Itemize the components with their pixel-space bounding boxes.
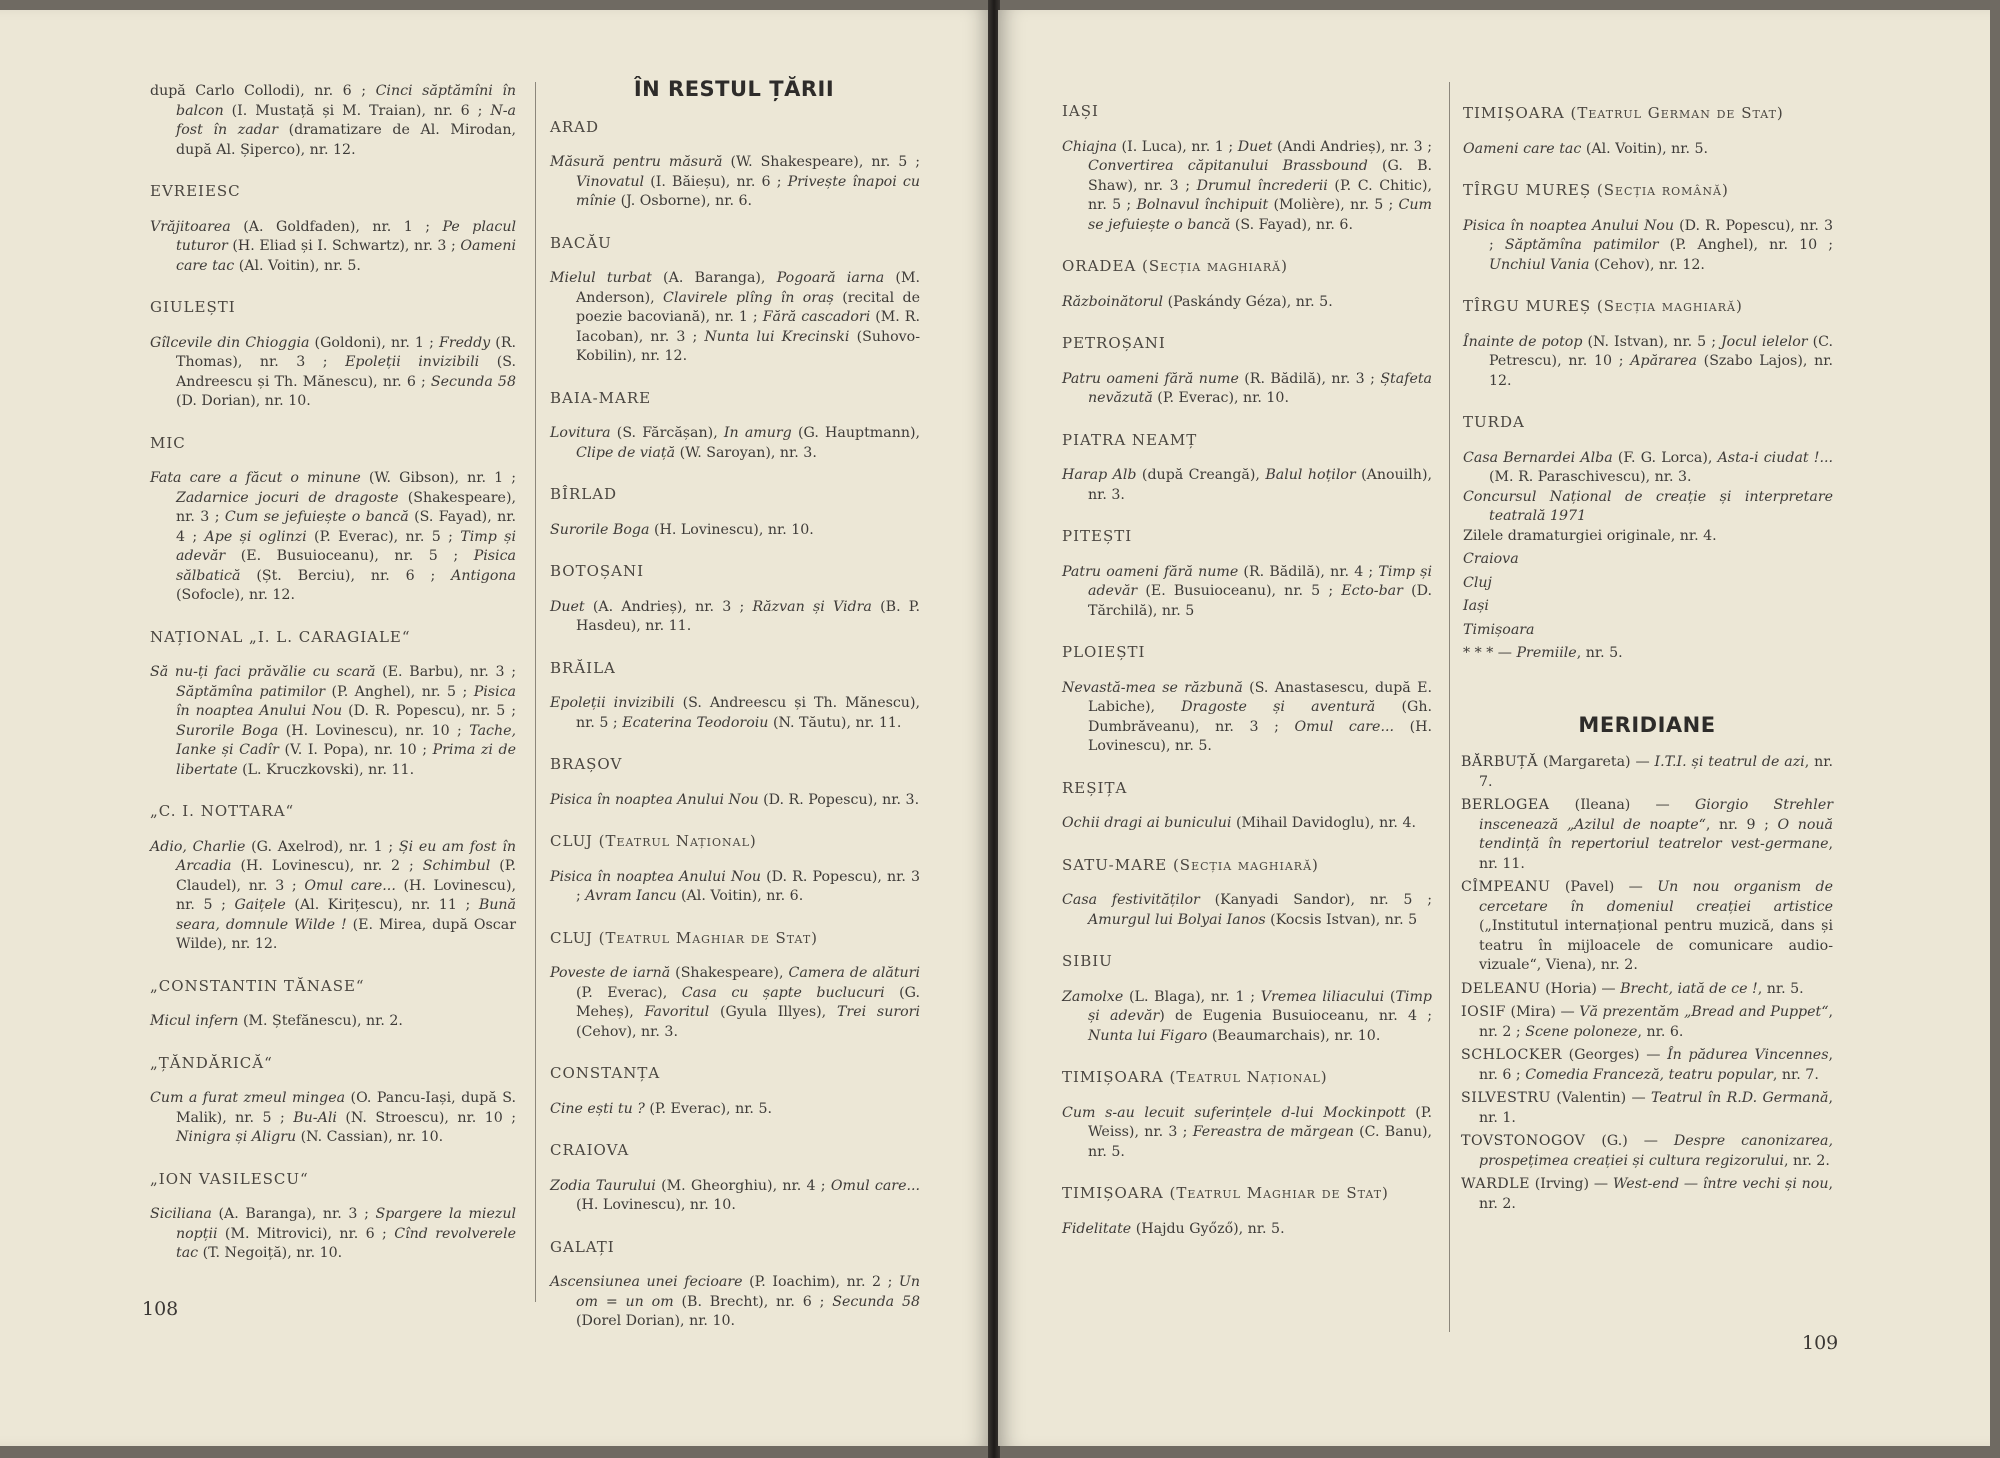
- theatre-heading: PLOIEȘTI: [1062, 643, 1146, 661]
- theatre-heading: PIATRA NEAMȚ: [1062, 430, 1198, 449]
- author-name: CÎMPEANU: [1461, 879, 1551, 895]
- repertoire-entry: Micul infern (M. Ștefănescu), nr. 2.: [150, 1013, 403, 1029]
- theatre-heading: ARAD: [550, 117, 599, 136]
- author-name: IOSIF: [1461, 1004, 1506, 1020]
- repertoire-entry: Cum s-au lecuit suferințele d-lui Mockinpott (P. Weiss), nr. 3 ; Fereastra de mărgean (C. Banu), nr. 5.: [1062, 1104, 1433, 1160]
- page-number-left: 108: [142, 1298, 179, 1320]
- author-name: TOVSTONOGOV: [1461, 1133, 1586, 1149]
- theatre-heading: CRAIOVA: [550, 1141, 630, 1159]
- theatre-heading: IAȘI: [1062, 102, 1099, 120]
- theatre-heading: TIMIȘOARA (Teatrul Maghiar de Stat): [1062, 1184, 1389, 1202]
- author-name: SILVESTRU: [1461, 1090, 1551, 1106]
- right-page-column-2: [1461, 104, 1833, 1218]
- repertoire-entry: Casa Bernardei Alba (F. G. Lorca), Asta-i ciudat !... (M. R. Paraschivescu), nr. 3.: [1463, 449, 1833, 485]
- meridiane-entry: [1461, 878, 1833, 976]
- repertoire-entry: Fata care a făcut o minune (W. Gibson), nr. 1 ; Zadarnice jocuri de dragoste (Shakespeare), nr. 3 ; Cum se jefuiește o bancă (S. Fayad), nr. 4 ; Ape și oglinzi (P. Everac), nr. 5 ; Timp și adevăr (E. Busuioceanu), nr. 5 ; Pisica sălbatică (Șt. Berciu), nr. 6 ; Antigona (Sofocle), nr. 12.: [150, 470, 516, 603]
- repertoire-entry: Mielul turbat (A. Baranga), Pogoară iarna (M. Anderson), Clavirele plîng în oraș (recital de poezie bacoviană), nr. 1 ; Fără cascadori (M. R. Iacoban), nr. 3 ; Nunta lui Krecinski (Suhovo-Kobilin), nr. 12.: [550, 270, 920, 364]
- repertoire-entry: Înainte de potop (N. Istvan), nr. 5 ; Jocul ielelor (C. Petrescu), nr. 10 ; Apărarea (Szabo Lajos), nr. 12.: [1463, 333, 1834, 389]
- repertoire-entry: Să nu-ți faci prăvălie cu scară (E. Barbu), nr. 3 ; Săptămîna patimilor (P. Anghel), nr. 5 ; Pisica în noaptea Anului Nou (D. R. Popescu), nr. 5 ; Surorile Boga (H. Lovinescu), nr. 10 ; Tache, Ianke și Cadîr (V. I. Popa), nr. 10 ; Prima zi de libertate (L. Kruczkovski), nr. 11.: [150, 664, 517, 778]
- theatre-heading: BOTOȘANI: [550, 562, 645, 580]
- theatre-heading: PITEȘTI: [1062, 527, 1133, 545]
- theatre-heading: CLUJ (Teatrul Maghiar de Stat): [550, 928, 819, 947]
- meridiane-entry: [1461, 796, 1833, 874]
- repertoire-entry: după Carlo Collodi), nr. 6 ; Cinci săptămîni în balcon (I. Mustață și M. Traian), nr. 6 ; N-a fost în zadar (dramatizare de Al. Mirodan, după Al. Șiperco), nr. 12.: [150, 83, 516, 158]
- meridiane-entry-text: (Irving) — West-end — între vechi și nou, nr. 2.: [1479, 1176, 1833, 1212]
- theatre-heading: TIMIȘOARA (Teatrul German de Stat): [1463, 104, 1784, 122]
- meridiane-entry-text: (Ileana) — Giorgio Strehler inscenează „Azilul de noapte“, nr. 9 ; O nouă tendință în repertoriul teatrelor vest-germane, nr. 11.: [1479, 797, 1833, 872]
- repertoire-entry: Oameni care tac (Al. Voitin), nr. 5.: [1463, 140, 1709, 157]
- repertoire-entry: Lovitura (S. Fărcășan), In amurg (G. Hauptmann), Clipe de viață (W. Saroyan), nr. 3.: [550, 425, 921, 461]
- meridiane-entry: [1461, 1046, 1833, 1085]
- text-line: Zilele dramaturgiei originale, nr. 4.: [1463, 527, 1717, 544]
- author-name: BERLOGEA: [1461, 797, 1550, 813]
- repertoire-entry: Chiajna (I. Luca), nr. 1 ; Duet (Andi Andrieș), nr. 3 ; Convertirea căpitanului Brassbound (G. B. Shaw), nr. 3 ; Drumul încrederii (P. C. Chitic), nr. 5 ; Bolnavul închipuit (Molière), nr. 5 ; Cum se jefuiește o bancă (S. Fayad), nr. 6.: [1062, 138, 1432, 233]
- theatre-heading: CONSTANȚA: [550, 1064, 661, 1082]
- repertoire-entry: Măsură pentru măsură (W. Shakespeare), nr. 5 ; Vinovatul (I. Băieșu), nr. 6 ; Privește înapoi cu mînie (J. Osborne), nr. 6.: [550, 154, 920, 209]
- repertoire-entry: Războinătorul (Paskándy Géza), nr. 5.: [1062, 293, 1333, 310]
- section-title-in-restul-tarii: ÎN RESTUL ȚĂRII: [633, 77, 835, 101]
- theatre-heading: SATU-MARE (Secția maghiară): [1062, 855, 1319, 874]
- column-divider: [1449, 82, 1450, 1332]
- repertoire-entry: Pisica în noaptea Anului Nou (D. R. Popescu), nr. 3 ; Avram Iancu (Al. Voitin), nr. 6.: [550, 868, 920, 904]
- theatre-heading: BACĂU: [550, 233, 612, 252]
- repertoire-entry: Patru oameni fără nume (R. Bădilă), nr. 3 ; Ștafeta nevăzută (P. Everac), nr. 10.: [1062, 370, 1432, 406]
- repertoire-entry: Epoleții invizibili (S. Andreescu și Th. Mănescu), nr. 5 ; Ecaterina Teodoroiu (N. Tăutu), nr. 11.: [550, 695, 920, 731]
- theatre-heading: TURDA: [1463, 413, 1525, 431]
- meridiane-entry: [1461, 1175, 1833, 1214]
- text-line: Craiova: [1463, 551, 1519, 567]
- meridiane-entry-text: (Valentin) — Teatrul în R.D. Germană, nr. 1.: [1479, 1090, 1833, 1126]
- repertoire-entry: Fidelitate (Hajdu Győző), nr. 5.: [1062, 1220, 1285, 1237]
- right-page: [998, 10, 1990, 1446]
- meridiane-entry-text: (Margareta) — I.T.I. și teatrul de azi, nr. 7.: [1479, 754, 1834, 790]
- theatre-heading: GIULEȘTI: [150, 298, 236, 316]
- meridiane-entry-text: (Horia) — Brecht, iată de ce !, nr. 5.: [1540, 980, 1804, 997]
- meridiane-entry: [1461, 980, 1833, 1000]
- repertoire-entry: Poveste de iarnă (Shakespeare), Camera de alături (P. Everac), Casa cu șapte buclucuri (G. Meheș), Favoritul (Gyula Illyes), Trei surori (Cehov), nr. 3.: [550, 965, 920, 1040]
- theatre-heading: GALAȚI: [550, 1237, 615, 1256]
- theatre-heading: BAIA-MARE: [550, 388, 652, 407]
- left-page: [0, 10, 990, 1446]
- theatre-heading: SIBIU: [1062, 952, 1113, 970]
- theatre-heading: „ȚĂNDĂRICĂ“: [150, 1053, 273, 1072]
- left-page-column-1: [148, 82, 516, 1264]
- repertoire-entry: Nevastă-mea se răzbună (S. Anastasescu, după E. Labiche), Dragoste și aventură (Gh. Dumbrăveanu), nr. 3 ; Omul care... (H. Lovinescu), nr. 5.: [1062, 679, 1432, 754]
- theatre-heading: MIC: [150, 433, 186, 452]
- meridiane-entry: [1461, 1132, 1833, 1171]
- text-line: Timișoara: [1463, 621, 1535, 638]
- repertoire-entry: Cine ești tu ? (P. Everac), nr. 5.: [550, 1100, 772, 1117]
- theatre-heading: EVREIESC: [150, 182, 241, 200]
- theatre-heading: „ION VASILESCU“: [150, 1169, 309, 1188]
- text-line: * * * — Premiile, nr. 5.: [1463, 645, 1623, 661]
- left-page-column-2: [548, 77, 921, 1332]
- theatre-heading: TÎRGU MUREȘ (Secția română): [1463, 181, 1729, 199]
- repertoire-entry: Concursul Național de creație și interpretare teatrală 1971: [1463, 488, 1833, 524]
- theatre-heading: BRAȘOV: [550, 755, 623, 773]
- meridiane-entry: [1461, 753, 1833, 792]
- author-name: SCHLOCKER: [1461, 1047, 1562, 1063]
- section-title-meridiane: MERIDIANE: [1578, 712, 1716, 737]
- repertoire-entry: Siciliana (A. Baranga), nr. 3 ; Spargere la miezul nopții (M. Mitrovici), nr. 6 ; Cînd revolverele tac (T. Negoiță), nr. 10.: [150, 1206, 516, 1261]
- repertoire-entry: Zamolxe (L. Blaga), nr. 1 ; Vremea liliacului (Timp și adevăr) de Eugenia Busuioceanu, nr. 4 ; Nunta lui Figaro (Beaumarchais), nr. 10.: [1062, 988, 1432, 1044]
- column-divider: [535, 82, 536, 1302]
- theatre-heading: PETROȘANI: [1062, 334, 1166, 352]
- theatre-heading: „C. I. NOTTARA“: [150, 802, 295, 820]
- author-name: BĂRBUȚĂ: [1461, 754, 1538, 770]
- theatre-heading: NAȚIONAL „I. L. CARAGIALE“: [150, 627, 411, 646]
- text-line: Cluj: [1463, 574, 1492, 591]
- repertoire-entry: Vrăjitoarea (A. Goldfaden), nr. 1 ; Pe placul tuturor (H. Eliad și I. Schwartz), nr. 3 ; Oameni care tac (Al. Voitin), nr. 5.: [150, 218, 517, 274]
- meridiane-entry-text: (Mira) — Vă prezentăm „Bread and Puppet“, nr. 2 ; Scene poloneze, nr. 6.: [1479, 1004, 1834, 1040]
- repertoire-entry: Surorile Boga (H. Lovinescu), nr. 10.: [550, 521, 814, 538]
- repertoire-entry: Duet (A. Andrieș), nr. 3 ; Răzvan și Vidra (B. P. Hasdeu), nr. 11.: [550, 598, 920, 634]
- theatre-heading: TIMIȘOARA (Teatrul Național): [1062, 1068, 1328, 1086]
- repertoire-entry: Gîlcevile din Chioggia (Goldoni), nr. 1 ; Freddy (R. Thomas), nr. 3 ; Epoleții invizibili (S. Andreescu și Th. Mănescu), nr. 6 ; Secunda 58 (D. Dorian), nr. 10.: [150, 334, 517, 409]
- meridiane-entry-text: (Georges) — În pădurea Vincennes, nr. 6 ; Comedia Franceză, teatru popular, nr. 7.: [1479, 1047, 1834, 1083]
- repertoire-entry: Harap Alb (după Creangă), Balul hoților (Anouilh), nr. 3.: [1062, 467, 1432, 503]
- repertoire-entry: Pisica în noaptea Anului Nou (D. R. Popescu), nr. 3 ; Săptămîna patimilor (P. Anghel), nr. 10 ; Unchiul Vania (Cehov), nr. 12.: [1463, 217, 1833, 273]
- repertoire-entry: Ascensiunea unei fecioare (P. Ioachim), nr. 2 ; Un om = un om (B. Brecht), nr. 6 ; Secunda 58 (Dorel Dorian), nr. 10.: [550, 1274, 920, 1329]
- meridiane-entry: [1461, 1003, 1833, 1042]
- repertoire-entry: Patru oameni fără nume (R. Bădilă), nr. 4 ; Timp și adevăr (E. Busuioceanu), nr. 5 ; Ecto-bar (D. Tărchilă), nr. 5: [1062, 563, 1432, 619]
- theatre-heading: BRĂILA: [550, 658, 616, 677]
- theatre-heading: TÎRGU MUREȘ (Secția maghiară): [1463, 297, 1743, 315]
- author-name: DELEANU: [1461, 980, 1541, 997]
- repertoire-entry: Adio, Charlie (G. Axelrod), nr. 1 ; Și eu am fost în Arcadia (H. Lovinescu), nr. 2 ; Schimbul (P. Claudel), nr. 3 ; Omul care... (H. Lovinescu), nr. 5 ; Gaițele (Al. Kirițescu), nr. 11 ; Bună seara, domnule Wilde ! (E. Mirea, după Oscar Wilde), nr. 12.: [150, 838, 516, 952]
- page-number-right: 109: [1802, 1332, 1839, 1354]
- theatre-heading: CLUJ (Teatrul Național): [550, 832, 757, 850]
- text-line: Iași: [1463, 598, 1489, 614]
- repertoire-entry: Zodia Taurului (M. Gheorghiu), nr. 4 ; Omul care... (H. Lovinescu), nr. 10.: [550, 1177, 921, 1213]
- theatre-heading: BÎRLAD: [550, 485, 618, 503]
- theatre-heading: ORADEA (Secția maghiară): [1062, 257, 1288, 275]
- right-page-column-1: [1060, 102, 1432, 1239]
- theatre-heading: REȘIȚA: [1062, 778, 1128, 797]
- meridiane-entry-text: (Pavel) — Un nou organism de cercetare în domeniul creației artistice („Institutul internațional pentru muzică, dans și teatru în mijloacele de comunicare audio-vizuale“, Viena), nr. 2.: [1479, 879, 1833, 973]
- repertoire-entry: Cum a furat zmeul mingea (O. Pancu-Iași, după S. Malik), nr. 5 ; Bu-Ali (N. Stroescu), nr. 10 ; Ninigra și Aligru (N. Cassian), nr. 10.: [150, 1090, 517, 1145]
- meridiane-entry: [1461, 1089, 1833, 1128]
- repertoire-entry: Pisica în noaptea Anului Nou (D. R. Popescu), nr. 3.: [550, 791, 920, 808]
- meridiane-entry-text: (G.) — Despre canonizarea, prospețimea creației și cultura regizorului, nr. 2.: [1479, 1133, 1833, 1169]
- theatre-heading: „CONSTANTIN TĂNASE“: [150, 976, 365, 995]
- author-name: WARDLE: [1461, 1176, 1530, 1192]
- repertoire-entry: Casa festivităților (Kanyadi Sandor), nr. 5 ; Amurgul lui Bolyai Ianos (Kocsis Istvan), nr. 5: [1062, 892, 1432, 928]
- repertoire-entry: Ochii dragi ai bunicului (Mihail Davidoglu), nr. 4.: [1062, 815, 1416, 831]
